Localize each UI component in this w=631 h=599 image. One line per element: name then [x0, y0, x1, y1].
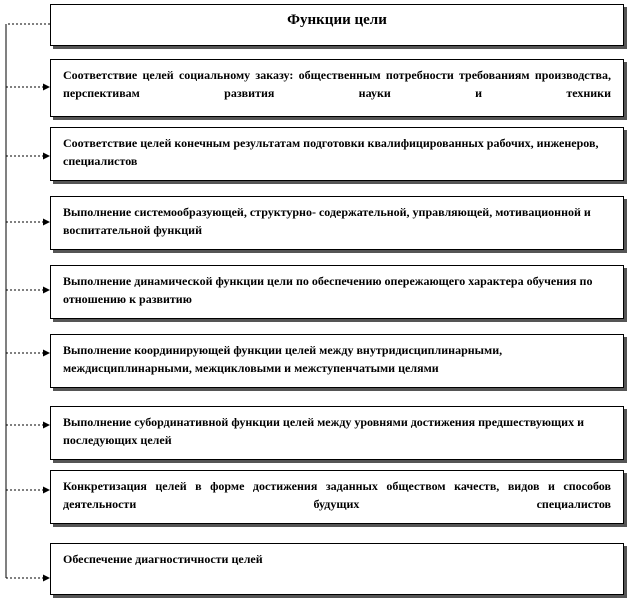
function-text: Соответствие целей социальному заказу: общественным потребности требованиям производства, перспективам развития науки и техники [63, 68, 611, 100]
function-box-subordinative [50, 406, 624, 460]
diagram-title [50, 4, 624, 46]
function-text: Конкретизация целей в форме достижения заданных обществом качеств, видов и способов деятельности будущих специалистов [63, 479, 611, 511]
function-box-diagnostics [50, 543, 624, 595]
function-text: Обеспечение диагностичности целей [63, 552, 263, 566]
function-box-dynamic [50, 265, 624, 319]
function-text: Соответствие целей конечным результатам подготовки квалифицированных рабочих, инженеров, специалистов [63, 136, 599, 168]
function-text: Выполнение координирующей функции целей между внутридисциплинарными, междисциплинарными, межцикловыми и межступенчатыми целями [63, 343, 503, 375]
diagram-title-text: Функции цели [287, 12, 387, 28]
function-text: Выполнение системообразующей, структурно- содержательной, управляющей, мотивационной и воспитательной функций [63, 205, 591, 237]
function-box-coordinating [50, 334, 624, 388]
function-text: Выполнение динамической функции цели по обеспечению опережающего характера обучения по отношению к развитию [63, 274, 593, 306]
function-box-system-forming [50, 196, 624, 250]
function-box-concretization [50, 470, 624, 524]
function-text: Выполнение субординативной функции целей между уровнями достижения предшествующих и последующих целей [63, 415, 584, 447]
function-box-social-order [50, 59, 624, 117]
function-box-final-results [50, 127, 624, 181]
